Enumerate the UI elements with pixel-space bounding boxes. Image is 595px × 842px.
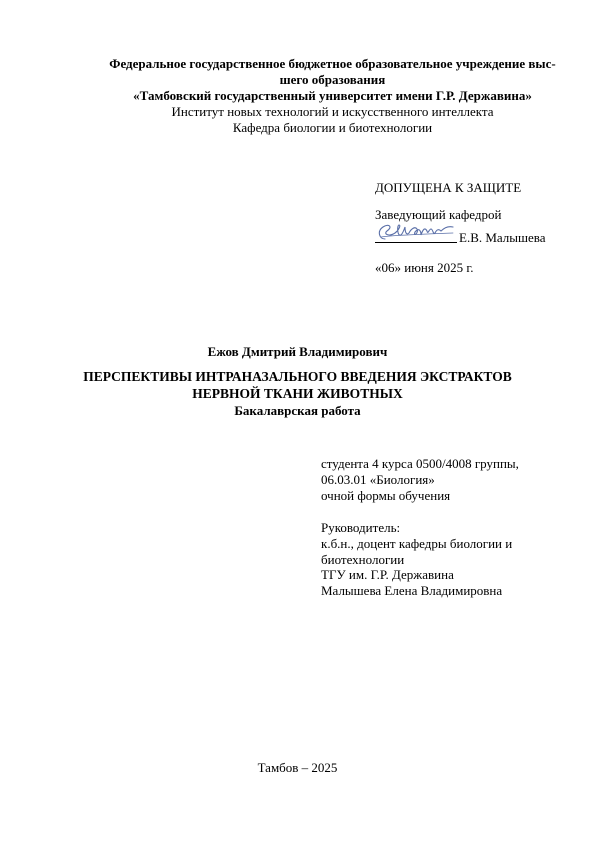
supervisor-name: Малышева Елена Владимировна xyxy=(321,583,503,599)
approver-name: Е.В. Малышева xyxy=(459,230,546,245)
signature-row xyxy=(375,227,546,247)
footer-city-year-block xyxy=(0,760,595,776)
thesis-title-line-1: ПЕРСПЕКТИВЫ ИНТРАНАЗАЛЬНОГО ВВЕДЕНИЯ ЭКСТРАКТОВ xyxy=(83,369,512,384)
author-name: Ежов Дмитрий Владимирович xyxy=(207,344,388,359)
institution-type-line-2: шего образования xyxy=(279,72,386,87)
institution-header xyxy=(70,56,595,136)
supervisor-info xyxy=(321,520,512,599)
student-course-group: студента 4 курса 0500/4008 группы, xyxy=(321,456,519,471)
work-type: Бакалаврская работа xyxy=(234,403,361,418)
approval-date: «06» июня 2025 г. xyxy=(375,260,474,275)
student-study-form: очной формы обучения xyxy=(321,488,451,503)
university-name: «Тамбовский государственный университет имени Г.Р. Державина» xyxy=(133,88,532,103)
institution-type-line-1: Федеральное государственное бюджетное образовательное учреждение выс- xyxy=(109,56,556,71)
supervisor-title-line-1: к.б.н., доцент кафедры биологии и xyxy=(321,535,513,551)
approval-block xyxy=(375,180,546,276)
thesis-title-line-2: НЕРВНОЙ ТКАНИ ЖИВОТНЫХ xyxy=(192,386,403,401)
student-specialty: 06.03.01 «Биология» xyxy=(321,472,435,487)
author-name-block xyxy=(0,344,595,360)
supervisor-heading: Руководитель: xyxy=(321,520,401,535)
work-type-block xyxy=(0,403,595,419)
institute-name: Институт новых технологий и искусственного интеллекта xyxy=(171,104,494,119)
approval-heading: ДОПУЩЕНА К ЗАЩИТЕ xyxy=(375,180,522,195)
supervisor-title-line-2: биотехнологии xyxy=(321,551,405,567)
city-year: Тамбов – 2025 xyxy=(257,760,338,775)
handwritten-signature xyxy=(375,221,457,243)
supervisor-university: ТГУ им. Г.Р. Державина xyxy=(321,567,454,583)
approval-position: Заведующий кафедрой xyxy=(375,207,502,222)
student-info xyxy=(321,456,519,504)
thesis-title xyxy=(0,368,595,402)
department-name: Кафедра биологии и биотехнологии xyxy=(232,120,433,135)
